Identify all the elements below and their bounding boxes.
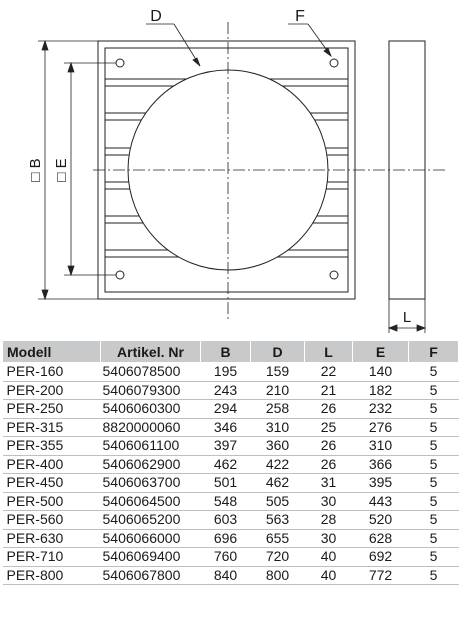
table-cell: 26: [320, 455, 337, 472]
table-cell: 800: [265, 566, 290, 583]
table-cell: 5: [429, 418, 438, 435]
table-cell: 5406079300: [102, 381, 181, 398]
label-f: F: [295, 8, 305, 25]
table-row: [3, 529, 459, 548]
table-cell: 5: [429, 511, 438, 528]
table-cell: 395: [368, 474, 393, 491]
leader-f: [288, 24, 331, 56]
table-cell: PER-250: [6, 400, 64, 417]
table-cell: 210: [265, 381, 290, 398]
table-cell: 31: [320, 474, 337, 491]
table-cell: 5406066000: [102, 529, 181, 546]
table-row: [3, 492, 459, 511]
table-cell: 26: [320, 400, 337, 417]
table-cell: 840: [213, 566, 238, 583]
table-cell: 548: [213, 492, 238, 509]
table-cell: 5: [429, 363, 438, 380]
table-cell: 5: [429, 566, 438, 583]
table-cell: 505: [265, 492, 290, 509]
table-cell: PER-200: [6, 381, 64, 398]
table-cell: 397: [213, 437, 238, 454]
table-cell: 462: [213, 455, 238, 472]
table-cell: PER-630: [6, 529, 64, 546]
table-cell: 462: [265, 474, 290, 491]
table-row: [3, 548, 459, 567]
table-cell: 603: [213, 511, 238, 528]
header-modell: Modell: [3, 341, 101, 363]
screw-hole-bottom-left: [116, 271, 124, 279]
table-cell: 21: [320, 381, 337, 398]
table-cell: 5406063700: [102, 474, 181, 491]
table-row: [3, 437, 459, 456]
table-cell: 5: [429, 437, 438, 454]
table-cell: PER-500: [6, 492, 64, 509]
table-cell: 760: [213, 548, 238, 565]
table-cell: 5: [429, 548, 438, 565]
screw-hole-top-left: [116, 59, 124, 67]
table-cell: 520: [368, 511, 393, 528]
table-cell: 5406060300: [102, 400, 181, 417]
header-d: D: [251, 341, 305, 363]
table-cell: 159: [265, 363, 290, 380]
table-row: [3, 566, 459, 585]
table-row: [3, 474, 459, 493]
table-cell: 40: [320, 548, 337, 565]
table-row: [3, 400, 459, 419]
table-cell: 422: [265, 455, 290, 472]
table-cell: 310: [368, 437, 393, 454]
table-cell: 628: [368, 529, 393, 546]
table-cell: 26: [320, 437, 337, 454]
table-cell: 360: [265, 437, 290, 454]
table-cell: 30: [320, 529, 337, 546]
table-cell: 310: [265, 418, 290, 435]
table-cell: 5406078500: [102, 363, 181, 380]
table-cell: 563: [265, 511, 290, 528]
screw-hole-top-right: [330, 59, 338, 67]
table-cell: 5: [429, 492, 438, 509]
table-cell: PER-450: [6, 474, 64, 491]
header-artikel-nr: Artikel. Nr: [101, 341, 201, 363]
label-b: □ B: [27, 158, 44, 182]
table-cell: PER-400: [6, 455, 64, 472]
header-l: L: [305, 341, 353, 363]
table-cell: 5: [429, 400, 438, 417]
table-cell: 5406064500: [102, 492, 181, 509]
table-cell: 5: [429, 529, 438, 546]
table-cell: 140: [368, 363, 393, 380]
leader-d: [146, 24, 200, 66]
table-row: [3, 363, 459, 382]
table-cell: 5: [429, 455, 438, 472]
spec-table: [2, 340, 459, 585]
table-cell: PER-160: [6, 363, 64, 380]
table-cell: 501: [213, 474, 238, 491]
table-cell: 5406062900: [102, 455, 181, 472]
table-cell: 40: [320, 566, 337, 583]
table-cell: 720: [265, 548, 290, 565]
table-cell: 25: [320, 418, 337, 435]
table-cell: PER-560: [6, 511, 64, 528]
label-d: D: [150, 8, 162, 25]
table-cell: 258: [265, 400, 290, 417]
table-cell: 294: [213, 400, 238, 417]
screw-hole-bottom-right: [330, 271, 338, 279]
table-cell: 5406065200: [102, 511, 181, 528]
table-cell: 5406061100: [102, 437, 180, 454]
header-e: E: [353, 341, 409, 363]
table-cell: 696: [213, 529, 238, 546]
table-row: [3, 455, 459, 474]
table-cell: 232: [368, 400, 393, 417]
table-cell: 30: [320, 492, 337, 509]
table-cell: 5: [429, 474, 438, 491]
table-row: [3, 381, 459, 400]
table-row: [3, 418, 459, 437]
table-cell: 5406069400: [102, 548, 181, 565]
table-cell: 243: [213, 381, 238, 398]
table-header-row: [3, 341, 459, 363]
table-cell: 655: [265, 529, 290, 546]
table-cell: 5: [429, 381, 438, 398]
label-e: □ E: [53, 158, 70, 182]
header-b: B: [201, 341, 251, 363]
table-cell: 8820000060: [102, 418, 181, 435]
table-cell: 772: [368, 566, 393, 583]
table-cell: 5406067800: [102, 566, 181, 583]
table-cell: 692: [368, 548, 393, 565]
table-cell: 195: [213, 363, 238, 380]
table-cell: PER-315: [6, 418, 64, 435]
label-l: L: [402, 309, 412, 326]
table-cell: 443: [368, 492, 393, 509]
table-cell: PER-710: [6, 548, 64, 565]
table-cell: 366: [368, 455, 393, 472]
table-cell: 276: [368, 418, 393, 435]
table-cell: 22: [320, 363, 337, 380]
table-cell: 346: [213, 418, 238, 435]
table-cell: 182: [368, 381, 393, 398]
table-cell: 28: [320, 511, 337, 528]
table-cell: PER-355: [6, 437, 64, 454]
table-row: [3, 511, 459, 530]
dimension-e: [64, 63, 116, 275]
table-cell: PER-800: [6, 566, 64, 583]
header-f: F: [409, 341, 459, 363]
